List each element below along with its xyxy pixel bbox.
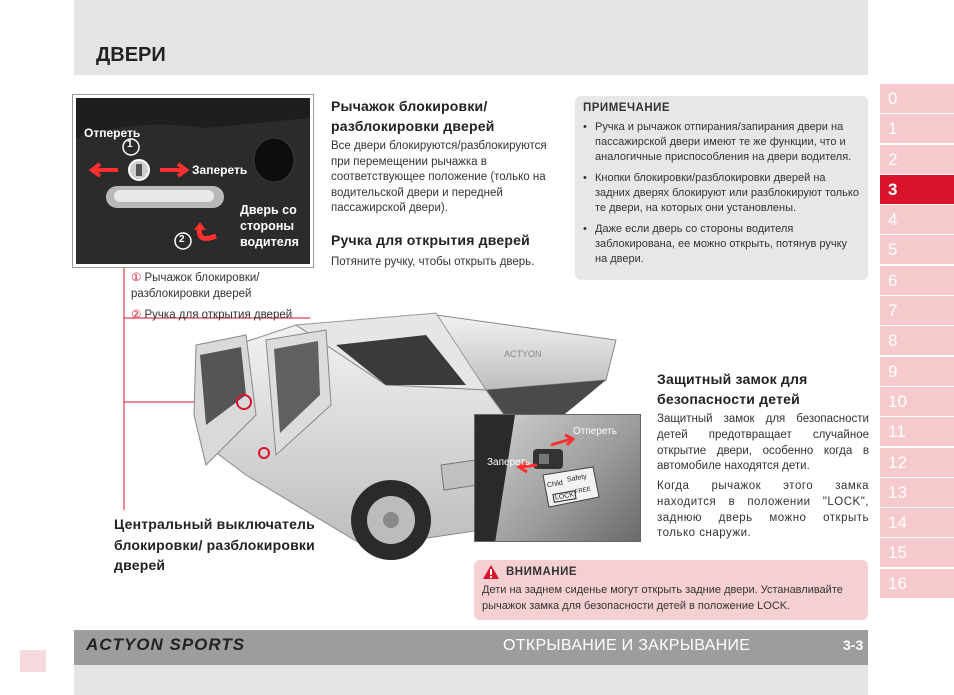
tailgate-text: ACTYON [504,349,542,359]
chapter-tab-7[interactable]: 7 [880,296,954,325]
warning-icon [482,564,500,580]
footer-section-title: ОТКРЫВАНИЕ И ЗАКРЫВАНИЕ [503,637,751,654]
warning-box [474,560,868,620]
driver-door-label: Дверь со стороны водителя [240,203,299,249]
chapter-tab-10[interactable]: 10 [880,387,954,416]
legend-num-1: ① [131,272,142,284]
chapter-tab-5[interactable]: 5 [880,235,954,264]
chapter-tab-8[interactable]: 8 [880,326,954,355]
warning-text: Дети на заднем сиденье могут открыть задние двери. Устанавливайте рычажок замка для безопасности детей в положение LOCK. [482,584,843,612]
handle-section-title: Ручка для открытия дверей [331,232,530,248]
chapter-tab-12[interactable]: 12 [880,448,954,477]
chapter-tab-1[interactable]: 1 [880,114,954,143]
chapter-tab-15[interactable]: 15 [880,538,954,567]
unlock-label: Отпереть [84,126,141,140]
lock-label: Запереть [192,163,248,177]
sticker-safety: Safety [566,473,588,484]
child-lock-text-1: Защитный замок для безопасности детей предотвращает случайное открытие двери, особенно когда в автомобиле находятся дети. [657,413,869,473]
legend-num-2: ② [131,309,142,321]
chapter-tab-6[interactable]: 6 [880,266,954,295]
page-number: 3-3 [843,637,864,653]
chapter-tab-14[interactable]: 14 [880,508,954,537]
chapter-tab-3[interactable]: 3 [880,175,954,204]
chapter-tab-9[interactable]: 9 [880,357,954,386]
chapter-tab-2[interactable]: 2 [880,145,954,174]
note-item: • Ручка и рычажок отпирания/запирания двери на пассажирской двери имеют те же функции, что и аналогичные приспособления на двери водителя. [583,120,860,165]
sticker-free: FREE [574,486,592,496]
lever-section-title: Рычажок блокировки/ разблокировки дверей [331,98,495,134]
warning-title: ВНИМАНИЕ [506,566,578,578]
note-title: ПРИМЕЧАНИЕ [583,102,671,114]
child-lock-title: Защитный замок для безопасности детей [657,371,808,407]
child-lock-text-2: Когда рычажок этого замка находится в положении "LOCK", заднюю дверь можно открыть только снаружи. [657,480,869,540]
legend-text-1: Рычажок блокировки/ разблокировки дверей [131,272,260,300]
page-title: ДВЕРИ [96,44,166,66]
child-lock-lock-label: Запереть [487,457,531,468]
handle-section-text: Потяните ручку, чтобы открыть дверь. [331,256,535,268]
chapter-tab-11[interactable]: 11 [880,417,954,446]
central-switch-label: Центральный выключатель блокировки/ разблокировки дверей [114,516,315,573]
footer-bottom [74,665,868,695]
corner-mark [20,650,46,672]
marker-1: 1 [127,139,133,150]
child-lock-photo [474,414,641,542]
sticker-lock: LOCK [552,490,576,503]
chapter-tab-13[interactable]: 13 [880,478,954,507]
lever-section-text: Все двери блокируются/разблокируются при перемещении рычажка в соответствующее положение (только на водительской двери и передней пассажирской двери). [331,140,547,214]
note-item: • Кнопки блокировки/разблокировки дверей на задних дверях блокируют или разблокируют только те двери, на которых они установлены. [583,171,860,216]
chapter-tab-16[interactable]: 16 [880,569,954,598]
note-item: • Даже если дверь со стороны водителя заблокирована, ее можно открыть, потянув ручку на двери. [583,222,860,267]
chapter-tab-0[interactable]: 0 [880,84,954,113]
brand-logo: ACTYON SPORTS [86,635,246,654]
child-lock-unlock-label: Отпереть [573,426,617,437]
chapter-tab-4[interactable]: 4 [880,205,954,234]
marker-2: 2 [179,234,185,245]
sticker-child: Child [546,479,564,490]
warning-header [482,564,860,580]
legend-text-2: Ручка для открытия дверей [144,309,293,321]
